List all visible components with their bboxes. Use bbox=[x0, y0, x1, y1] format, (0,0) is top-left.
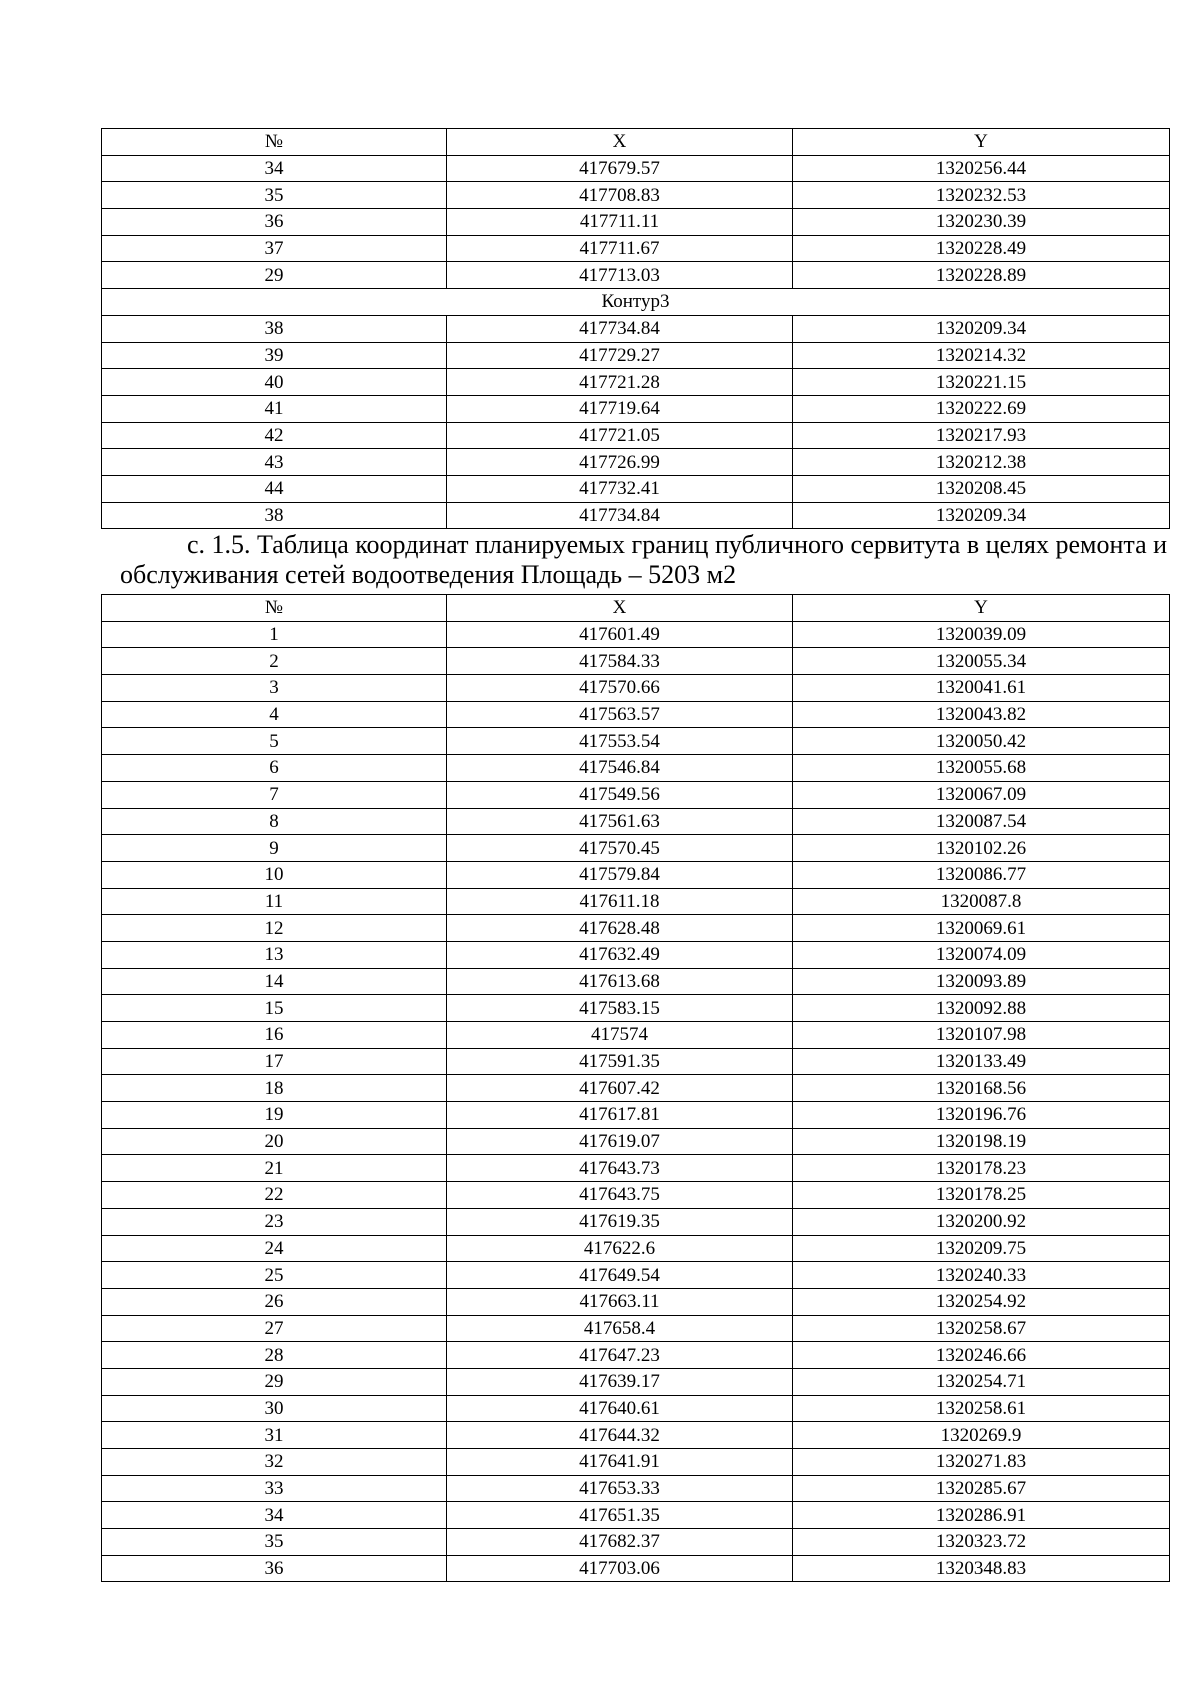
cell-x: 417639.17 bbox=[447, 1368, 793, 1395]
cell-y: 1320254.71 bbox=[793, 1368, 1170, 1395]
table-row bbox=[102, 155, 1170, 182]
header-y: Y bbox=[793, 595, 1170, 622]
cell-number: 32 bbox=[102, 1449, 447, 1476]
cell-x: 417611.18 bbox=[447, 888, 793, 915]
cell-number: 15 bbox=[102, 995, 447, 1022]
cell-y: 1320087.54 bbox=[793, 808, 1170, 835]
cell-y: 1320221.15 bbox=[793, 369, 1170, 396]
cell-x: 417653.33 bbox=[447, 1475, 793, 1502]
cell-number: 20 bbox=[102, 1128, 447, 1155]
cell-y: 1320178.23 bbox=[793, 1155, 1170, 1182]
table-row bbox=[102, 1075, 1170, 1102]
cell-number: 12 bbox=[102, 915, 447, 942]
cell-y: 1320102.26 bbox=[793, 835, 1170, 862]
cell-y: 1320348.83 bbox=[793, 1555, 1170, 1582]
table-header-row bbox=[102, 595, 1170, 622]
cell-x: 417574 bbox=[447, 1022, 793, 1049]
table-row bbox=[102, 369, 1170, 396]
table-row bbox=[102, 1208, 1170, 1235]
cell-number: 30 bbox=[102, 1395, 447, 1422]
contour-row bbox=[102, 289, 1170, 316]
cell-number: 22 bbox=[102, 1182, 447, 1209]
cell-y: 1320217.93 bbox=[793, 422, 1170, 449]
cell-x: 417607.42 bbox=[447, 1075, 793, 1102]
cell-y: 1320323.72 bbox=[793, 1529, 1170, 1556]
cell-y: 1320043.82 bbox=[793, 701, 1170, 728]
cell-x: 417713.03 bbox=[447, 262, 793, 289]
cell-number: 25 bbox=[102, 1262, 447, 1289]
cell-x: 417640.61 bbox=[447, 1395, 793, 1422]
cell-number: 40 bbox=[102, 369, 447, 396]
table-caption-heading: с. 1.5. Таблица координат планируемых границ публичного сервитута в целях ремонта и обслуживания сетей водоотведения Площадь – 5203 м2 bbox=[120, 530, 1168, 589]
table-row bbox=[102, 648, 1170, 675]
cell-number: 36 bbox=[102, 209, 447, 236]
cell-y: 1320209.34 bbox=[793, 502, 1170, 529]
cell-y: 1320039.09 bbox=[793, 621, 1170, 648]
header-number: № bbox=[102, 595, 447, 622]
cell-y: 1320087.8 bbox=[793, 888, 1170, 915]
table-row bbox=[102, 1342, 1170, 1369]
cell-x: 417579.84 bbox=[447, 861, 793, 888]
cell-x: 417721.05 bbox=[447, 422, 793, 449]
table-row bbox=[102, 1128, 1170, 1155]
cell-number: 33 bbox=[102, 1475, 447, 1502]
cell-number: 23 bbox=[102, 1208, 447, 1235]
table-row bbox=[102, 968, 1170, 995]
cell-number: 27 bbox=[102, 1315, 447, 1342]
cell-y: 1320212.38 bbox=[793, 449, 1170, 476]
table-row bbox=[102, 1475, 1170, 1502]
cell-y: 1320230.39 bbox=[793, 209, 1170, 236]
table-row bbox=[102, 1048, 1170, 1075]
table-row bbox=[102, 1368, 1170, 1395]
cell-number: 14 bbox=[102, 968, 447, 995]
table-row bbox=[102, 1022, 1170, 1049]
cell-number: 31 bbox=[102, 1422, 447, 1449]
table-row bbox=[102, 1395, 1170, 1422]
cell-x: 417641.91 bbox=[447, 1449, 793, 1476]
cell-number: 38 bbox=[102, 315, 447, 342]
cell-number: 34 bbox=[102, 155, 447, 182]
cell-number: 26 bbox=[102, 1288, 447, 1315]
cell-y: 1320214.32 bbox=[793, 342, 1170, 369]
table-row bbox=[102, 781, 1170, 808]
cell-number: 4 bbox=[102, 701, 447, 728]
cell-number: 16 bbox=[102, 1022, 447, 1049]
header-x: X bbox=[447, 129, 793, 156]
cell-number: 19 bbox=[102, 1102, 447, 1129]
table-row bbox=[102, 315, 1170, 342]
cell-number: 38 bbox=[102, 502, 447, 529]
table-row bbox=[102, 235, 1170, 262]
table-row bbox=[102, 808, 1170, 835]
contour-label: Контур3 bbox=[102, 289, 1170, 316]
table-row bbox=[102, 1502, 1170, 1529]
table-row bbox=[102, 475, 1170, 502]
cell-x: 417570.66 bbox=[447, 675, 793, 702]
cell-y: 1320222.69 bbox=[793, 395, 1170, 422]
table-row bbox=[102, 1235, 1170, 1262]
cell-y: 1320074.09 bbox=[793, 941, 1170, 968]
cell-x: 417553.54 bbox=[447, 728, 793, 755]
cell-x: 417679.57 bbox=[447, 155, 793, 182]
table-row bbox=[102, 1102, 1170, 1129]
cell-x: 417570.45 bbox=[447, 835, 793, 862]
table-row bbox=[102, 1288, 1170, 1315]
cell-y: 1320258.61 bbox=[793, 1395, 1170, 1422]
cell-number: 35 bbox=[102, 1529, 447, 1556]
cell-y: 1320069.61 bbox=[793, 915, 1170, 942]
cell-x: 417644.32 bbox=[447, 1422, 793, 1449]
table-row bbox=[102, 182, 1170, 209]
cell-number: 7 bbox=[102, 781, 447, 808]
cell-y: 1320200.92 bbox=[793, 1208, 1170, 1235]
table-row bbox=[102, 422, 1170, 449]
cell-x: 417584.33 bbox=[447, 648, 793, 675]
table-row bbox=[102, 1529, 1170, 1556]
cell-number: 37 bbox=[102, 235, 447, 262]
table-row bbox=[102, 209, 1170, 236]
cell-x: 417729.27 bbox=[447, 342, 793, 369]
table-row bbox=[102, 701, 1170, 728]
cell-number: 13 bbox=[102, 941, 447, 968]
cell-x: 417591.35 bbox=[447, 1048, 793, 1075]
cell-x: 417703.06 bbox=[447, 1555, 793, 1582]
table-row bbox=[102, 449, 1170, 476]
cell-number: 36 bbox=[102, 1555, 447, 1582]
cell-x: 417719.64 bbox=[447, 395, 793, 422]
table-header-row bbox=[102, 129, 1170, 156]
cell-y: 1320258.67 bbox=[793, 1315, 1170, 1342]
cell-y: 1320055.34 bbox=[793, 648, 1170, 675]
cell-x: 417643.75 bbox=[447, 1182, 793, 1209]
cell-y: 1320228.49 bbox=[793, 235, 1170, 262]
cell-x: 417628.48 bbox=[447, 915, 793, 942]
table-bottom-body bbox=[102, 595, 1170, 1582]
table-row bbox=[102, 502, 1170, 529]
cell-number: 9 bbox=[102, 835, 447, 862]
cell-y: 1320246.66 bbox=[793, 1342, 1170, 1369]
cell-number: 21 bbox=[102, 1155, 447, 1182]
cell-y: 1320055.68 bbox=[793, 755, 1170, 782]
cell-x: 417711.67 bbox=[447, 235, 793, 262]
header-y: Y bbox=[793, 129, 1170, 156]
cell-number: 6 bbox=[102, 755, 447, 782]
cell-number: 10 bbox=[102, 861, 447, 888]
cell-x: 417617.81 bbox=[447, 1102, 793, 1129]
cell-x: 417732.41 bbox=[447, 475, 793, 502]
cell-number: 1 bbox=[102, 621, 447, 648]
cell-number: 18 bbox=[102, 1075, 447, 1102]
cell-x: 417734.84 bbox=[447, 315, 793, 342]
cell-y: 1320067.09 bbox=[793, 781, 1170, 808]
cell-y: 1320228.89 bbox=[793, 262, 1170, 289]
table-row bbox=[102, 995, 1170, 1022]
cell-number: 2 bbox=[102, 648, 447, 675]
cell-number: 29 bbox=[102, 262, 447, 289]
cell-y: 1320254.92 bbox=[793, 1288, 1170, 1315]
table-row bbox=[102, 621, 1170, 648]
cell-number: 35 bbox=[102, 182, 447, 209]
cell-y: 1320286.91 bbox=[793, 1502, 1170, 1529]
cell-number: 28 bbox=[102, 1342, 447, 1369]
cell-x: 417726.99 bbox=[447, 449, 793, 476]
cell-number: 11 bbox=[102, 888, 447, 915]
cell-number: 44 bbox=[102, 475, 447, 502]
table-row bbox=[102, 1262, 1170, 1289]
table-row bbox=[102, 1449, 1170, 1476]
cell-number: 41 bbox=[102, 395, 447, 422]
cell-y: 1320093.89 bbox=[793, 968, 1170, 995]
cell-y: 1320208.45 bbox=[793, 475, 1170, 502]
cell-x: 417632.49 bbox=[447, 941, 793, 968]
cell-number: 8 bbox=[102, 808, 447, 835]
cell-y: 1320285.67 bbox=[793, 1475, 1170, 1502]
cell-number: 17 bbox=[102, 1048, 447, 1075]
cell-x: 417663.11 bbox=[447, 1288, 793, 1315]
cell-x: 417549.56 bbox=[447, 781, 793, 808]
cell-x: 417658.4 bbox=[447, 1315, 793, 1342]
cell-x: 417651.35 bbox=[447, 1502, 793, 1529]
cell-x: 417546.84 bbox=[447, 755, 793, 782]
cell-y: 1320107.98 bbox=[793, 1022, 1170, 1049]
cell-x: 417563.57 bbox=[447, 701, 793, 728]
cell-y: 1320271.83 bbox=[793, 1449, 1170, 1476]
table-row bbox=[102, 395, 1170, 422]
cell-y: 1320086.77 bbox=[793, 861, 1170, 888]
cell-y: 1320209.34 bbox=[793, 315, 1170, 342]
table-row bbox=[102, 1422, 1170, 1449]
cell-y: 1320269.9 bbox=[793, 1422, 1170, 1449]
cell-y: 1320041.61 bbox=[793, 675, 1170, 702]
cell-y: 1320168.56 bbox=[793, 1075, 1170, 1102]
table-row bbox=[102, 1182, 1170, 1209]
cell-x: 417613.68 bbox=[447, 968, 793, 995]
coordinates-table-top bbox=[101, 128, 1170, 529]
cell-y: 1320092.88 bbox=[793, 995, 1170, 1022]
table-row bbox=[102, 1155, 1170, 1182]
cell-number: 34 bbox=[102, 1502, 447, 1529]
cell-number: 42 bbox=[102, 422, 447, 449]
table-row bbox=[102, 728, 1170, 755]
cell-number: 24 bbox=[102, 1235, 447, 1262]
header-number: № bbox=[102, 129, 447, 156]
cell-x: 417711.11 bbox=[447, 209, 793, 236]
table-row bbox=[102, 755, 1170, 782]
cell-y: 1320240.33 bbox=[793, 1262, 1170, 1289]
table-top-body bbox=[102, 129, 1170, 529]
cell-x: 417583.15 bbox=[447, 995, 793, 1022]
cell-x: 417643.73 bbox=[447, 1155, 793, 1182]
cell-y: 1320198.19 bbox=[793, 1128, 1170, 1155]
table-row bbox=[102, 262, 1170, 289]
cell-x: 417708.83 bbox=[447, 182, 793, 209]
table-row bbox=[102, 342, 1170, 369]
table-row bbox=[102, 861, 1170, 888]
cell-y: 1320209.75 bbox=[793, 1235, 1170, 1262]
cell-y: 1320256.44 bbox=[793, 155, 1170, 182]
cell-y: 1320133.49 bbox=[793, 1048, 1170, 1075]
cell-x: 417622.6 bbox=[447, 1235, 793, 1262]
cell-x: 417721.28 bbox=[447, 369, 793, 396]
cell-number: 3 bbox=[102, 675, 447, 702]
table-row bbox=[102, 1555, 1170, 1582]
cell-number: 43 bbox=[102, 449, 447, 476]
cell-x: 417601.49 bbox=[447, 621, 793, 648]
table-row bbox=[102, 835, 1170, 862]
cell-y: 1320232.53 bbox=[793, 182, 1170, 209]
cell-number: 29 bbox=[102, 1368, 447, 1395]
cell-x: 417734.84 bbox=[447, 502, 793, 529]
cell-x: 417619.07 bbox=[447, 1128, 793, 1155]
table-row bbox=[102, 915, 1170, 942]
cell-y: 1320178.25 bbox=[793, 1182, 1170, 1209]
cell-y: 1320050.42 bbox=[793, 728, 1170, 755]
cell-x: 417649.54 bbox=[447, 1262, 793, 1289]
table-row bbox=[102, 888, 1170, 915]
cell-x: 417647.23 bbox=[447, 1342, 793, 1369]
table-row bbox=[102, 1315, 1170, 1342]
cell-x: 417682.37 bbox=[447, 1529, 793, 1556]
table-row bbox=[102, 675, 1170, 702]
cell-x: 417561.63 bbox=[447, 808, 793, 835]
cell-y: 1320196.76 bbox=[793, 1102, 1170, 1129]
table-row bbox=[102, 941, 1170, 968]
header-x: X bbox=[447, 595, 793, 622]
cell-number: 39 bbox=[102, 342, 447, 369]
cell-x: 417619.35 bbox=[447, 1208, 793, 1235]
coordinates-table-bottom bbox=[101, 594, 1170, 1582]
cell-number: 5 bbox=[102, 728, 447, 755]
